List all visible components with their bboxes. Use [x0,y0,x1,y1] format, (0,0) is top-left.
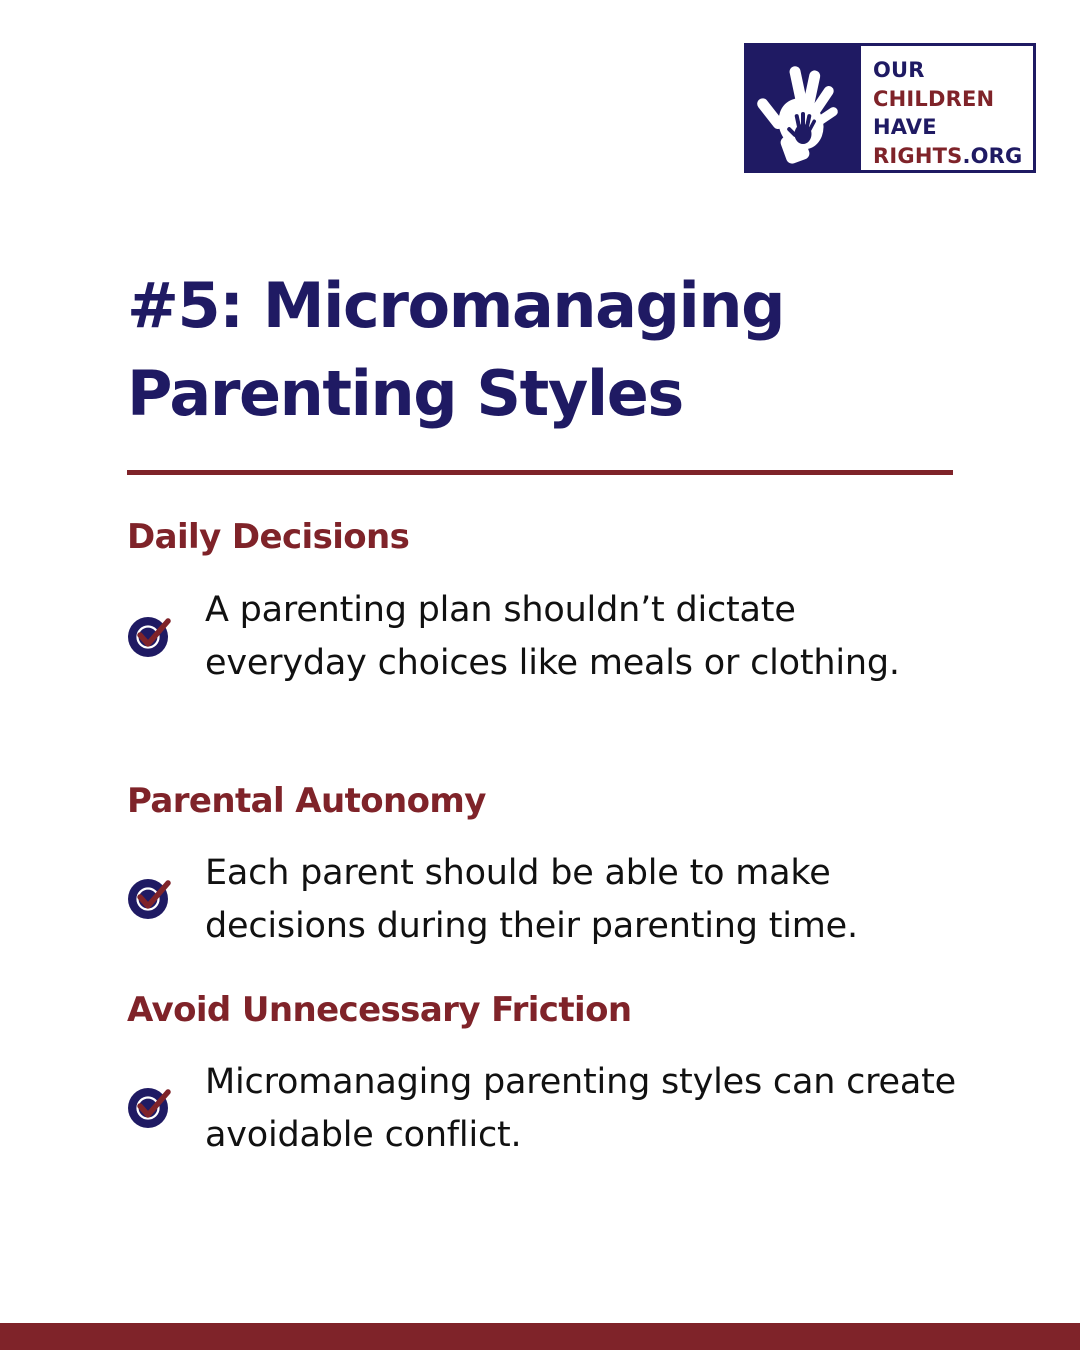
logo-line-our: OUR [873,58,925,82]
section-heading-avoid-friction: Avoid Unnecessary Friction [127,990,632,1030]
footer-bar [0,1323,1080,1350]
page-title-line-2: Parenting Styles [127,357,683,430]
page-title-line-1: #5: Micromanaging [127,269,785,342]
logo-org: .ORG [962,143,1023,168]
section-text-parental-autonomy: Each parent should be able to make decisions during their parenting time. [205,853,858,946]
org-logo [744,43,1036,173]
section-heading-daily-decisions: Daily Decisions [127,517,410,557]
logo-line-rights [873,142,1033,171]
section-text-daily-decisions: A parenting plan shouldn’t dictate everyday choices like meals or clothing. [205,590,900,683]
logo-line-have: HAVE [873,115,937,139]
check-circle-icon [127,614,173,660]
check-circle-icon [127,876,173,922]
title-divider [127,470,953,475]
check-circle-icon [127,1085,173,1131]
logo-rights: RIGHTS [873,143,963,168]
page-title [127,262,784,438]
logo-wordmark [861,46,1033,170]
logo-line-children: CHILDREN [873,86,995,111]
hands-icon [747,46,861,170]
section-heading-parental-autonomy: Parental Autonomy [127,781,486,821]
section-text-avoid-friction: Micromanaging parenting styles can create avoidable conflict. [205,1062,956,1155]
